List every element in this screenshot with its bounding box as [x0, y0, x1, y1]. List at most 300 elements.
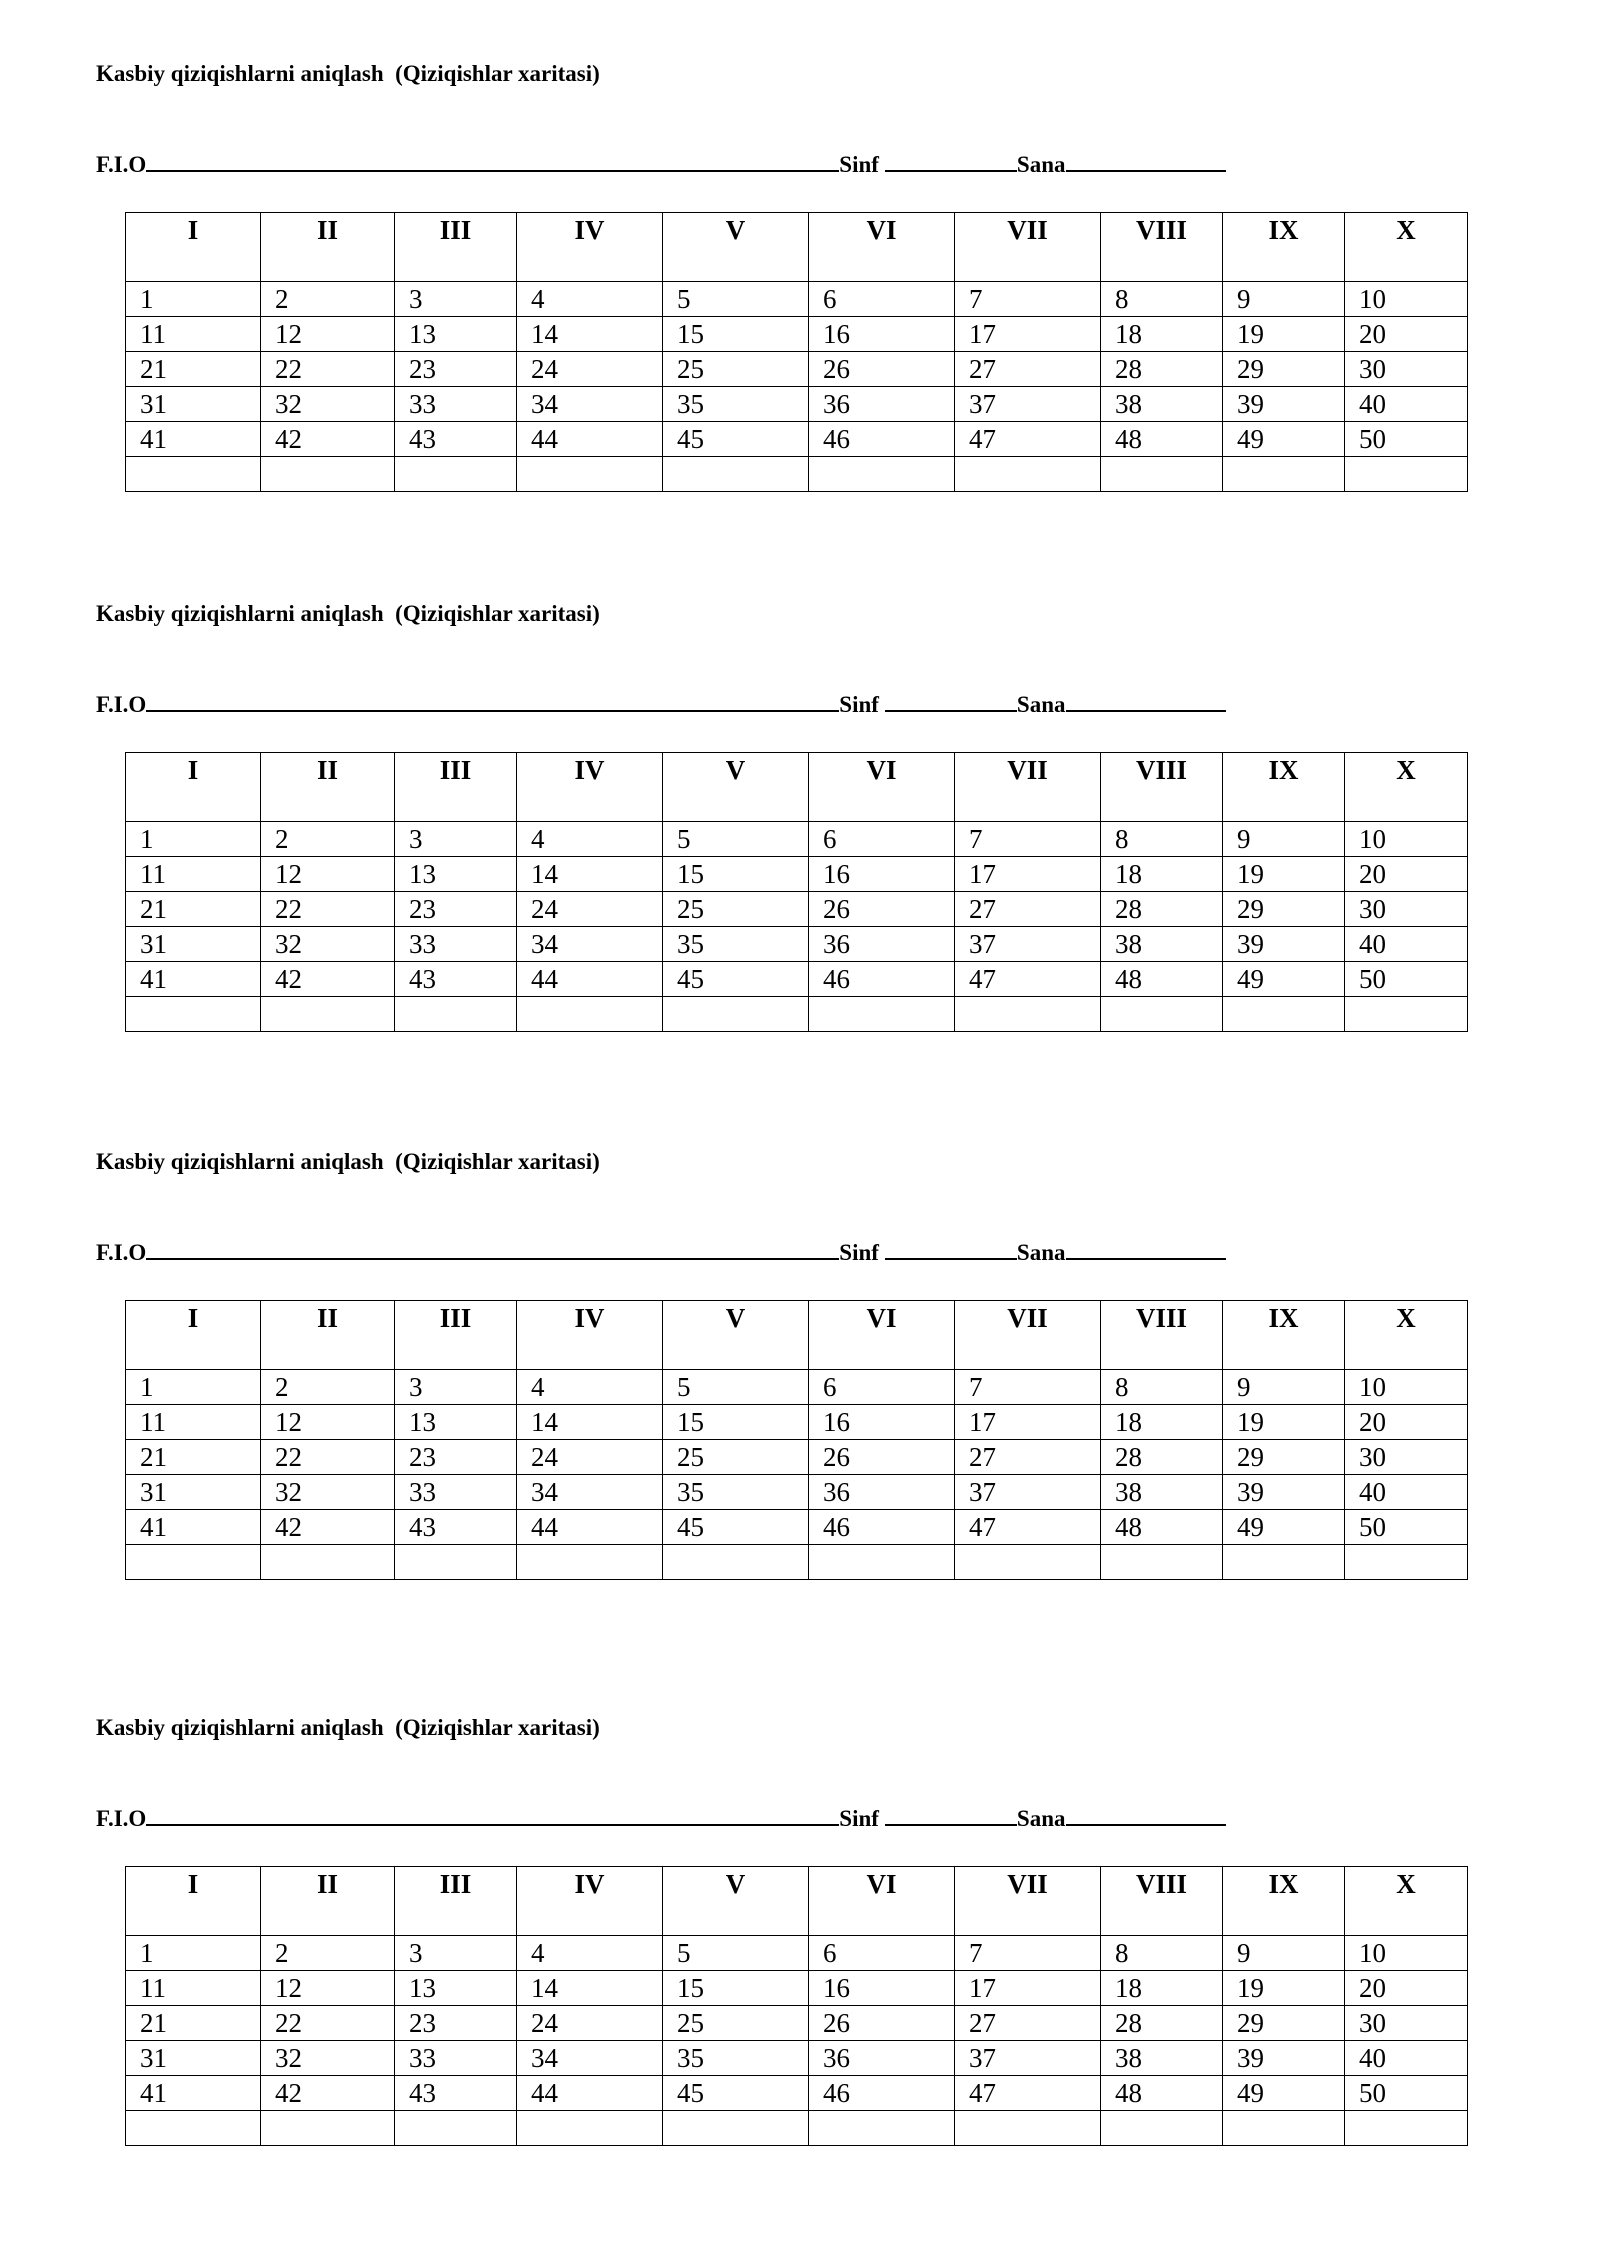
fio-line — [96, 690, 1226, 719]
sinf-label: Sinf — [839, 152, 879, 177]
table-cell[interactable] — [517, 1545, 663, 1580]
table-cell: 6 — [809, 1936, 955, 1971]
table-cell: 24 — [517, 892, 663, 927]
table-cell: 22 — [261, 892, 395, 927]
table-cell: 30 — [1345, 2006, 1468, 2041]
table-row — [126, 2041, 1468, 2076]
fio-label: F.I.O — [96, 692, 147, 717]
table-cell: 14 — [517, 1405, 663, 1440]
column-header: VI — [809, 1867, 955, 1936]
sana-blank[interactable] — [1066, 1804, 1226, 1826]
table-cell[interactable] — [395, 1545, 517, 1580]
table-cell: 48 — [1101, 962, 1223, 997]
table-row — [126, 387, 1468, 422]
interest-map-table — [125, 212, 1468, 492]
table-cell: 49 — [1223, 422, 1345, 457]
table-cell: 2 — [261, 1370, 395, 1405]
column-header: III — [395, 213, 517, 282]
table-cell: 10 — [1345, 1370, 1468, 1405]
table-cell: 13 — [395, 1405, 517, 1440]
column-header: IV — [517, 213, 663, 282]
table-cell: 27 — [955, 352, 1101, 387]
table-cell: 27 — [955, 892, 1101, 927]
table-cell[interactable] — [1223, 997, 1345, 1032]
table-cell: 23 — [395, 352, 517, 387]
table-cell: 40 — [1345, 1475, 1468, 1510]
table-cell: 27 — [955, 2006, 1101, 2041]
table-cell: 48 — [1101, 1510, 1223, 1545]
table-cell: 36 — [809, 2041, 955, 2076]
table-cell: 40 — [1345, 387, 1468, 422]
table-cell: 16 — [809, 857, 955, 892]
table-cell[interactable] — [663, 457, 809, 492]
table-cell: 13 — [395, 857, 517, 892]
sana-label: Sana — [1016, 152, 1066, 177]
table-cell: 20 — [1345, 1405, 1468, 1440]
table-cell: 22 — [261, 1440, 395, 1475]
table-cell[interactable] — [663, 997, 809, 1032]
table-cell: 24 — [517, 1440, 663, 1475]
table-cell[interactable] — [126, 2111, 261, 2146]
table-cell: 23 — [395, 892, 517, 927]
table-cell: 25 — [663, 892, 809, 927]
table-cell[interactable] — [261, 997, 395, 1032]
table-cell: 31 — [126, 927, 261, 962]
table-cell: 26 — [809, 892, 955, 927]
table-cell[interactable] — [1223, 2111, 1345, 2146]
table-cell[interactable] — [955, 2111, 1101, 2146]
column-header: IX — [1223, 1301, 1345, 1370]
table-cell[interactable] — [809, 1545, 955, 1580]
table-cell: 35 — [663, 1475, 809, 1510]
table-cell: 34 — [517, 927, 663, 962]
table-cell: 15 — [663, 1405, 809, 1440]
table-cell: 26 — [809, 352, 955, 387]
table-cell: 12 — [261, 1405, 395, 1440]
table-cell: 49 — [1223, 2076, 1345, 2111]
table-cell[interactable] — [809, 457, 955, 492]
table-cell[interactable] — [1345, 997, 1468, 1032]
sinf-blank[interactable] — [885, 690, 1017, 712]
table-cell: 30 — [1345, 1440, 1468, 1475]
table-cell: 50 — [1345, 962, 1468, 997]
table-cell: 41 — [126, 1510, 261, 1545]
table-cell: 2 — [261, 282, 395, 317]
table-cell: 18 — [1101, 1971, 1223, 2006]
table-cell: 15 — [663, 317, 809, 352]
column-header: II — [261, 753, 395, 822]
table-cell: 31 — [126, 387, 261, 422]
table-cell: 19 — [1223, 1971, 1345, 2006]
table-cell: 3 — [395, 822, 517, 857]
table-cell: 12 — [261, 857, 395, 892]
table-cell: 9 — [1223, 822, 1345, 857]
table-row — [126, 2076, 1468, 2111]
sinf-blank[interactable] — [885, 1238, 1017, 1260]
table-cell: 19 — [1223, 857, 1345, 892]
table-cell: 29 — [1223, 892, 1345, 927]
table-cell[interactable] — [395, 457, 517, 492]
table-cell: 46 — [809, 1510, 955, 1545]
table-cell: 4 — [517, 822, 663, 857]
table-cell: 1 — [126, 1936, 261, 1971]
table-cell[interactable] — [395, 997, 517, 1032]
sana-blank[interactable] — [1066, 150, 1226, 172]
table-cell: 44 — [517, 422, 663, 457]
column-header: IV — [517, 753, 663, 822]
table-cell[interactable] — [663, 2111, 809, 2146]
table-cell: 31 — [126, 2041, 261, 2076]
table-cell: 23 — [395, 1440, 517, 1475]
form-title: Kasbiy qiziqishlarni aniqlash (Qiziqishlar xaritasi) — [96, 61, 600, 86]
column-header: VI — [809, 213, 955, 282]
table-cell: 32 — [261, 1475, 395, 1510]
table-cell: 43 — [395, 2076, 517, 2111]
table-cell: 1 — [126, 1370, 261, 1405]
table-cell: 50 — [1345, 2076, 1468, 2111]
table-cell[interactable] — [1101, 2111, 1223, 2146]
table-cell: 34 — [517, 1475, 663, 1510]
table-cell: 45 — [663, 962, 809, 997]
table-cell[interactable] — [395, 2111, 517, 2146]
table-cell: 8 — [1101, 822, 1223, 857]
table-cell: 42 — [261, 962, 395, 997]
column-header: VI — [809, 753, 955, 822]
table-cell: 2 — [261, 1936, 395, 1971]
sinf-blank[interactable] — [885, 150, 1017, 172]
table-cell: 6 — [809, 822, 955, 857]
table-cell: 7 — [955, 1370, 1101, 1405]
table-cell: 36 — [809, 927, 955, 962]
table-cell: 12 — [261, 317, 395, 352]
table-cell: 36 — [809, 387, 955, 422]
table-cell[interactable] — [261, 2111, 395, 2146]
table-cell: 20 — [1345, 857, 1468, 892]
table-cell: 5 — [663, 1936, 809, 1971]
table-cell: 2 — [261, 822, 395, 857]
table-cell: 9 — [1223, 1936, 1345, 1971]
table-cell[interactable] — [517, 2111, 663, 2146]
table-cell: 10 — [1345, 282, 1468, 317]
table-cell: 17 — [955, 1405, 1101, 1440]
table-row — [126, 892, 1468, 927]
column-header: IV — [517, 1867, 663, 1936]
table-row — [126, 282, 1468, 317]
table-cell: 49 — [1223, 1510, 1345, 1545]
table-row — [126, 822, 1468, 857]
table-cell: 8 — [1101, 1936, 1223, 1971]
column-header: V — [663, 1867, 809, 1936]
table-cell: 16 — [809, 1971, 955, 2006]
table-cell: 23 — [395, 2006, 517, 2041]
table-cell: 37 — [955, 2041, 1101, 2076]
table-cell: 41 — [126, 962, 261, 997]
column-header: IX — [1223, 213, 1345, 282]
table-row — [126, 457, 1468, 492]
table-cell[interactable] — [126, 1545, 261, 1580]
table-cell: 29 — [1223, 1440, 1345, 1475]
table-cell[interactable] — [955, 457, 1101, 492]
column-header: VIII — [1101, 1301, 1223, 1370]
fio-blank[interactable] — [146, 690, 839, 712]
column-header: VII — [955, 1301, 1101, 1370]
table-cell: 33 — [395, 1475, 517, 1510]
table-cell: 21 — [126, 892, 261, 927]
table-cell: 42 — [261, 2076, 395, 2111]
table-cell: 20 — [1345, 317, 1468, 352]
table-cell: 18 — [1101, 857, 1223, 892]
sana-label: Sana — [1016, 1806, 1066, 1831]
table-cell: 43 — [395, 962, 517, 997]
table-cell: 15 — [663, 1971, 809, 2006]
table-cell: 39 — [1223, 1475, 1345, 1510]
table-cell: 39 — [1223, 927, 1345, 962]
table-cell[interactable] — [261, 1545, 395, 1580]
table-cell: 16 — [809, 1405, 955, 1440]
table-cell: 33 — [395, 2041, 517, 2076]
fio-line — [96, 150, 1226, 179]
table-row — [126, 1510, 1468, 1545]
table-cell: 43 — [395, 422, 517, 457]
table-cell: 21 — [126, 352, 261, 387]
table-cell: 19 — [1223, 1405, 1345, 1440]
table-cell: 4 — [517, 1370, 663, 1405]
table-cell: 3 — [395, 1370, 517, 1405]
table-cell: 38 — [1101, 1475, 1223, 1510]
interest-map-table — [125, 1866, 1468, 2146]
table-cell: 46 — [809, 422, 955, 457]
fio-line — [96, 1238, 1226, 1267]
table-cell: 28 — [1101, 352, 1223, 387]
table-cell[interactable] — [1345, 1545, 1468, 1580]
table-cell: 42 — [261, 1510, 395, 1545]
table-cell: 18 — [1101, 1405, 1223, 1440]
table-cell: 26 — [809, 1440, 955, 1475]
table-cell[interactable] — [1101, 457, 1223, 492]
table-cell: 9 — [1223, 282, 1345, 317]
sinf-blank[interactable] — [885, 1804, 1017, 1826]
table-row — [126, 997, 1468, 1032]
column-header: I — [126, 213, 261, 282]
table-cell: 25 — [663, 352, 809, 387]
table-cell[interactable] — [126, 997, 261, 1032]
table-row — [126, 1475, 1468, 1510]
column-header: III — [395, 753, 517, 822]
form-title: Kasbiy qiziqishlarni aniqlash (Qiziqishlar xaritasi) — [96, 1149, 600, 1174]
column-header: III — [395, 1301, 517, 1370]
table-cell: 17 — [955, 317, 1101, 352]
table-cell: 41 — [126, 2076, 261, 2111]
table-row — [126, 1405, 1468, 1440]
table-row — [126, 962, 1468, 997]
table-header-row — [126, 1867, 1468, 1936]
table-cell: 41 — [126, 422, 261, 457]
sana-blank[interactable] — [1066, 1238, 1226, 1260]
sinf-label: Sinf — [839, 692, 879, 717]
sana-blank[interactable] — [1066, 690, 1226, 712]
table-cell: 47 — [955, 422, 1101, 457]
fio-label: F.I.O — [96, 152, 147, 177]
table-cell: 1 — [126, 282, 261, 317]
table-cell: 34 — [517, 2041, 663, 2076]
column-header: VII — [955, 213, 1101, 282]
table-cell: 18 — [1101, 317, 1223, 352]
column-header: I — [126, 753, 261, 822]
table-cell: 21 — [126, 2006, 261, 2041]
table-cell: 43 — [395, 1510, 517, 1545]
table-cell: 13 — [395, 317, 517, 352]
table-cell: 32 — [261, 387, 395, 422]
table-cell: 7 — [955, 282, 1101, 317]
table-cell: 33 — [395, 387, 517, 422]
table-cell[interactable] — [809, 997, 955, 1032]
table-cell: 22 — [261, 2006, 395, 2041]
table-cell: 44 — [517, 962, 663, 997]
table-cell: 49 — [1223, 962, 1345, 997]
table-cell: 31 — [126, 1475, 261, 1510]
table-cell: 30 — [1345, 892, 1468, 927]
table-cell: 30 — [1345, 352, 1468, 387]
table-cell: 11 — [126, 1971, 261, 2006]
table-cell: 26 — [809, 2006, 955, 2041]
table-cell: 42 — [261, 422, 395, 457]
table-cell: 6 — [809, 1370, 955, 1405]
column-header: IV — [517, 1301, 663, 1370]
table-cell: 47 — [955, 962, 1101, 997]
fio-blank[interactable] — [146, 1238, 839, 1260]
table-cell: 25 — [663, 1440, 809, 1475]
table-cell: 24 — [517, 2006, 663, 2041]
fio-blank[interactable] — [146, 150, 839, 172]
fio-label: F.I.O — [96, 1240, 147, 1265]
table-cell: 38 — [1101, 927, 1223, 962]
table-header-row — [126, 213, 1468, 282]
table-cell: 29 — [1223, 2006, 1345, 2041]
table-cell: 39 — [1223, 2041, 1345, 2076]
table-cell: 37 — [955, 927, 1101, 962]
table-cell: 35 — [663, 2041, 809, 2076]
table-cell[interactable] — [1223, 457, 1345, 492]
table-cell: 44 — [517, 1510, 663, 1545]
table-cell: 17 — [955, 857, 1101, 892]
table-cell: 11 — [126, 857, 261, 892]
table-cell: 14 — [517, 317, 663, 352]
sinf-label: Sinf — [839, 1240, 879, 1265]
table-cell[interactable] — [663, 1545, 809, 1580]
table-cell[interactable] — [517, 457, 663, 492]
table-cell: 34 — [517, 387, 663, 422]
table-header-row — [126, 1301, 1468, 1370]
table-row — [126, 1936, 1468, 1971]
column-header: VIII — [1101, 753, 1223, 822]
table-cell: 1 — [126, 822, 261, 857]
table-cell[interactable] — [1345, 2111, 1468, 2146]
table-cell: 32 — [261, 2041, 395, 2076]
column-header: II — [261, 1867, 395, 1936]
column-header: II — [261, 1301, 395, 1370]
table-cell[interactable] — [1101, 997, 1223, 1032]
column-header: VI — [809, 1301, 955, 1370]
table-cell: 12 — [261, 1971, 395, 2006]
table-cell: 27 — [955, 1440, 1101, 1475]
table-cell: 20 — [1345, 1971, 1468, 2006]
table-cell: 37 — [955, 1475, 1101, 1510]
column-header: I — [126, 1867, 261, 1936]
table-cell: 40 — [1345, 927, 1468, 962]
table-cell: 24 — [517, 352, 663, 387]
table-cell: 19 — [1223, 317, 1345, 352]
table-cell[interactable] — [1101, 1545, 1223, 1580]
table-row — [126, 317, 1468, 352]
table-row — [126, 2111, 1468, 2146]
table-row — [126, 1370, 1468, 1405]
column-header: IX — [1223, 753, 1345, 822]
table-cell: 29 — [1223, 352, 1345, 387]
table-cell: 3 — [395, 1936, 517, 1971]
fio-line — [96, 1804, 1226, 1833]
table-cell: 17 — [955, 1971, 1101, 2006]
column-header: IX — [1223, 1867, 1345, 1936]
table-cell: 47 — [955, 2076, 1101, 2111]
form-title: Kasbiy qiziqishlarni aniqlash (Qiziqishlar xaritasi) — [96, 1715, 600, 1740]
table-cell[interactable] — [1223, 1545, 1345, 1580]
table-cell[interactable] — [955, 997, 1101, 1032]
table-cell: 33 — [395, 927, 517, 962]
sana-label: Sana — [1016, 1240, 1066, 1265]
interest-map-table — [125, 1300, 1468, 1580]
table-cell: 47 — [955, 1510, 1101, 1545]
table-cell: 5 — [663, 282, 809, 317]
table-cell[interactable] — [955, 1545, 1101, 1580]
table-cell[interactable] — [126, 457, 261, 492]
table-cell: 3 — [395, 282, 517, 317]
table-cell[interactable] — [1345, 457, 1468, 492]
table-cell: 50 — [1345, 1510, 1468, 1545]
table-cell[interactable] — [261, 457, 395, 492]
table-cell: 45 — [663, 2076, 809, 2111]
table-cell: 50 — [1345, 422, 1468, 457]
sana-label: Sana — [1016, 692, 1066, 717]
table-cell: 39 — [1223, 387, 1345, 422]
table-cell: 15 — [663, 857, 809, 892]
table-cell: 45 — [663, 1510, 809, 1545]
table-cell: 46 — [809, 962, 955, 997]
table-cell: 25 — [663, 2006, 809, 2041]
fio-label: F.I.O — [96, 1806, 147, 1831]
table-cell: 35 — [663, 927, 809, 962]
table-cell: 36 — [809, 1475, 955, 1510]
table-cell: 16 — [809, 317, 955, 352]
table-cell: 38 — [1101, 387, 1223, 422]
table-cell: 7 — [955, 1936, 1101, 1971]
column-header: X — [1345, 213, 1468, 282]
table-cell: 48 — [1101, 422, 1223, 457]
column-header: X — [1345, 753, 1468, 822]
table-cell: 8 — [1101, 282, 1223, 317]
column-header: X — [1345, 1867, 1468, 1936]
table-cell: 13 — [395, 1971, 517, 2006]
table-cell: 32 — [261, 927, 395, 962]
table-cell[interactable] — [517, 997, 663, 1032]
table-cell: 8 — [1101, 1370, 1223, 1405]
table-row — [126, 1440, 1468, 1475]
table-cell: 35 — [663, 387, 809, 422]
table-cell: 21 — [126, 1440, 261, 1475]
table-cell[interactable] — [809, 2111, 955, 2146]
fio-blank[interactable] — [146, 1804, 839, 1826]
table-cell: 37 — [955, 387, 1101, 422]
column-header: VII — [955, 753, 1101, 822]
